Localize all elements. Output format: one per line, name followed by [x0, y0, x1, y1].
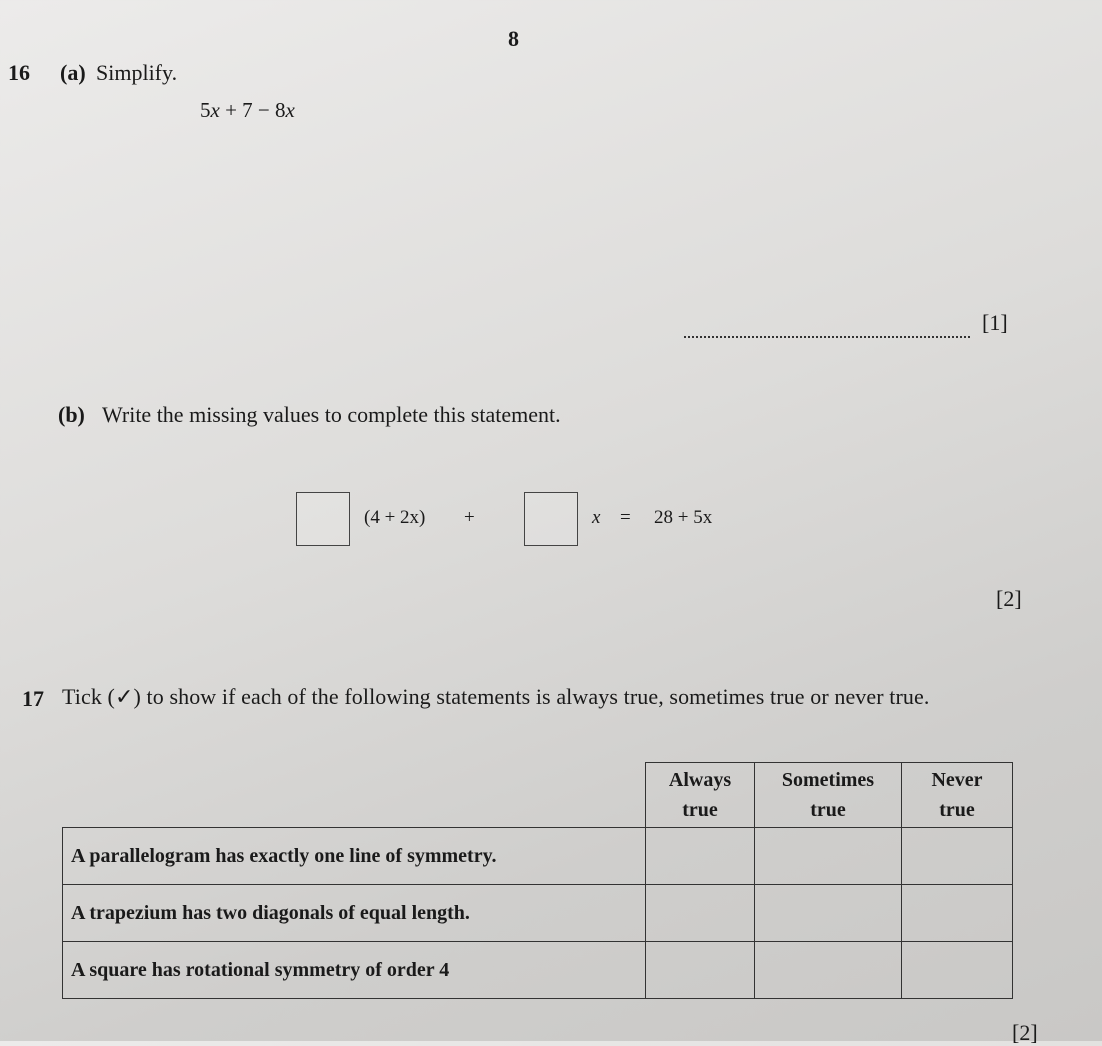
q16a-instruction: Simplify. — [96, 60, 178, 85]
header-never-true: Never true — [902, 763, 1013, 828]
question-16-number: 16 — [8, 60, 30, 85]
table-row — [63, 942, 1013, 999]
q17-instruction: Tick (✓) to show if each of the following statements is always true, sometimes true or never true. — [62, 684, 930, 709]
q16b-marks: [2] — [996, 586, 1022, 611]
q16a-marks: [1] — [982, 310, 1008, 335]
q16a-answer-line[interactable] — [684, 336, 970, 338]
tick-cell-always[interactable] — [646, 885, 755, 942]
tick-cell-always[interactable] — [646, 942, 755, 999]
equation-rhs: 28 + 5x — [654, 507, 713, 528]
q16b-instruction: Write the missing values to complete this statement. — [102, 402, 561, 427]
missing-value-box-1[interactable] — [296, 492, 350, 546]
tick-table — [62, 762, 1013, 999]
equation-plus: + — [464, 507, 475, 528]
tick-cell-never[interactable] — [902, 885, 1013, 942]
tick-cell-always[interactable] — [646, 828, 755, 885]
question-17-number: 17 — [22, 686, 44, 711]
table-row — [63, 828, 1013, 885]
tick-cell-never[interactable] — [902, 942, 1013, 999]
tick-cell-sometimes[interactable] — [755, 828, 902, 885]
q16b-label: (b) — [58, 402, 85, 427]
tick-cell-sometimes[interactable] — [755, 942, 902, 999]
table-row — [63, 885, 1013, 942]
header-sometimes-true: Sometimes true — [755, 763, 902, 828]
missing-value-box-2[interactable] — [524, 492, 578, 546]
page-number: 8 — [508, 26, 519, 51]
statement-square: A square has rotational symmetry of order 4 — [63, 942, 646, 999]
table-header-blank — [63, 763, 646, 828]
q16a-label: (a) — [60, 60, 86, 85]
table-header-row — [63, 763, 1013, 828]
q16a-expression: 5x + 7 − 8x — [200, 98, 295, 122]
tick-cell-never[interactable] — [902, 828, 1013, 885]
equation-bracket: (4 + 2x) — [364, 507, 426, 528]
statement-parallelogram: A parallelogram has exactly one line of symmetry. — [63, 828, 646, 885]
header-always-true: Always true — [646, 763, 755, 828]
q17-marks: [2] — [1012, 1020, 1038, 1045]
equation-equals: = — [620, 507, 631, 528]
tick-cell-sometimes[interactable] — [755, 885, 902, 942]
statement-trapezium: A trapezium has two diagonals of equal length. — [63, 885, 646, 942]
equation-variable: x — [592, 507, 601, 528]
